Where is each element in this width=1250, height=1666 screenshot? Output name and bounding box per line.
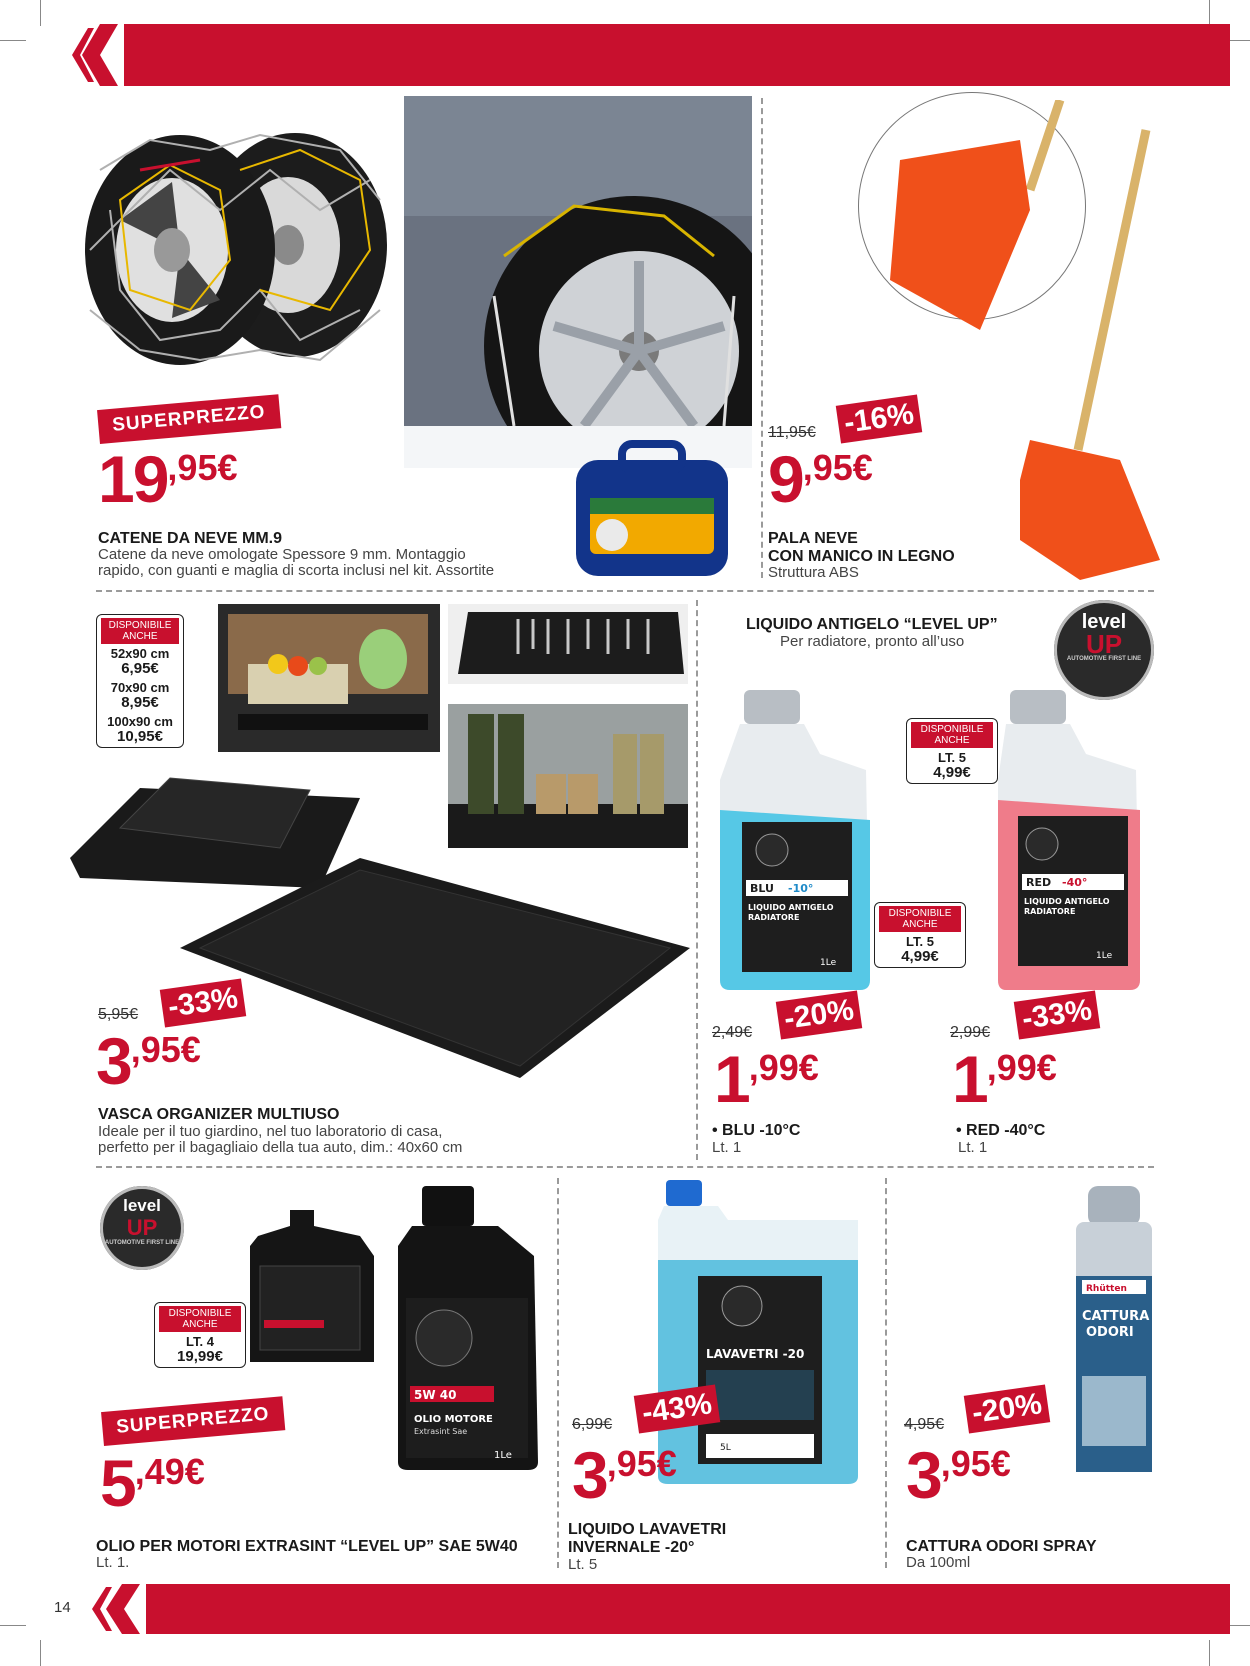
price-integer: 1 <box>714 1042 749 1116</box>
price-decimal: ,99€ <box>986 1047 1057 1088</box>
crop-mark <box>1209 1640 1210 1666</box>
shovel-title-1: PALA NEVE <box>768 530 858 547</box>
can-label-text: Rhütten <box>1086 1284 1127 1294</box>
snow-chains-price <box>98 442 238 516</box>
crop-mark <box>0 40 26 41</box>
bottle-label-text: RADIATORE <box>1024 907 1076 916</box>
antifreeze-red-discount: -33% <box>1014 990 1101 1039</box>
motor-oil-4l-can <box>250 1206 374 1362</box>
washer-fluid-desc: Lt. 5 <box>568 1556 598 1573</box>
bottle-label-text: LIQUIDO ANTIGELO <box>1024 897 1110 906</box>
motor-oil-desc: Lt. 1. <box>96 1554 130 1571</box>
organizer-price <box>96 1024 201 1098</box>
price-decimal: ,95€ <box>940 1443 1011 1484</box>
avail-header-line: ANCHE <box>934 735 970 746</box>
avail-header-line: DISPONIBILE <box>888 908 952 919</box>
odor-spray-old-price: 4,95€ <box>904 1416 945 1433</box>
separator <box>885 1178 887 1568</box>
organizer-desc-1: Ideale per il tuo giardino, nel tuo laboratorio di casa, <box>98 1123 443 1140</box>
antifreeze-red-size: Lt. 1 <box>958 1139 988 1156</box>
organizer-availability-box <box>96 614 184 748</box>
washer-fluid-title-2: INVERNALE -20° <box>568 1539 695 1556</box>
antifreeze-blu-availability-box <box>874 902 966 968</box>
avail-header <box>911 722 993 748</box>
avail-header-line: ANCHE <box>122 631 158 642</box>
snow-chains-image <box>60 110 400 380</box>
separator <box>96 1166 1154 1168</box>
bottle-label-text: -40° <box>1062 876 1088 889</box>
shovel-discount: -16% <box>836 394 923 443</box>
separator <box>96 590 1154 592</box>
avail-price: 4,99€ <box>933 764 971 781</box>
shovel-old-price: 11,95€ <box>768 424 816 441</box>
antifreeze-blu-bottle <box>720 690 870 990</box>
avail-size: 100x90 cm <box>107 714 173 729</box>
motor-oil-title: OLIO PER MOTORI EXTRASINT “LEVEL UP” SAE 5W40 <box>96 1538 518 1555</box>
avail-header-line: DISPONIBILE <box>108 620 172 631</box>
bottle-label-text: 1Le <box>820 958 837 968</box>
price-decimal: ,95€ <box>802 447 873 488</box>
organizer-desc-2: perfetto per il bagagliaio della tua auto, dim.: 40x60 cm <box>98 1139 463 1156</box>
canister-label-text: 5L <box>720 1443 731 1453</box>
price-integer: 1 <box>952 1042 987 1116</box>
level-up-logo <box>1054 600 1154 700</box>
antifreeze-red-availability-box <box>906 718 998 784</box>
bottle-label-text: OLIO MOTORE <box>414 1414 493 1425</box>
bottle-label-text: RED <box>1026 876 1052 889</box>
antifreeze-subtitle: Per radiatore, pronto all’uso <box>780 633 965 650</box>
price-integer: 3 <box>906 1438 941 1512</box>
washer-fluid-canister <box>658 1180 858 1484</box>
snow-chains-case-image <box>572 440 732 580</box>
can-label-text: CATTURA <box>1082 1309 1150 1324</box>
odor-spray-desc: Da 100ml <box>906 1554 971 1571</box>
organizer-tools-image <box>448 604 688 684</box>
separator <box>557 1178 559 1568</box>
can-label-text: ODORI <box>1086 1325 1134 1340</box>
bottle-label-text: LIQUIDO ANTIGELO <box>748 903 834 912</box>
price-decimal: ,95€ <box>606 1443 677 1484</box>
avail-size: 52x90 cm <box>110 646 170 661</box>
crop-mark <box>40 0 41 26</box>
separator <box>696 600 698 1160</box>
antifreeze-title: LIQUIDO ANTIGELO “LEVEL UP” <box>746 616 998 633</box>
avail-price: 6,95€ <box>121 660 159 677</box>
avail-header <box>101 618 179 644</box>
bottle-label-text: -10° <box>788 882 814 895</box>
price-integer: 3 <box>96 1024 131 1098</box>
antifreeze-blu-discount: -20% <box>776 990 863 1039</box>
avail-price: 4,99€ <box>901 948 939 965</box>
page-number: 14 <box>54 1599 71 1616</box>
price-integer: 9 <box>768 442 803 516</box>
price-integer: 3 <box>572 1438 607 1512</box>
motor-oil-price <box>100 1446 205 1520</box>
crop-mark <box>1209 0 1210 26</box>
separator <box>761 98 763 578</box>
motor-oil-1l-bottle <box>398 1186 538 1470</box>
bottle-label-text: 1Le <box>494 1450 512 1461</box>
level-up-logo <box>100 1186 184 1270</box>
bottle-label-text: 1Le <box>1096 951 1113 961</box>
shovel-price <box>768 442 873 516</box>
superprezzo-label: SUPERPREZZO <box>101 1396 285 1446</box>
avail-size: LT. 5 <box>906 934 934 949</box>
price-decimal: ,49€ <box>134 1451 205 1492</box>
avail-header-line: DISPONIBILE <box>920 724 984 735</box>
logo-text: AUTOMOTIVE FIRST LINE <box>104 1240 180 1246</box>
logo-text: UP <box>126 1215 158 1240</box>
bottle-label-text: 5W 40 <box>414 1388 457 1402</box>
snow-chains-tire-image <box>404 96 752 468</box>
antifreeze-blu-old-price: 2,49€ <box>712 1024 753 1041</box>
antifreeze-red-old-price: 2,99€ <box>950 1024 991 1041</box>
motor-oil-availability-box <box>154 1302 246 1368</box>
avail-price: 19,99€ <box>177 1348 223 1365</box>
avail-header-line: ANCHE <box>182 1319 218 1330</box>
bottom-banner-shape <box>92 1584 1230 1634</box>
washer-fluid-title-1: LIQUIDO LAVAVETRI <box>568 1521 727 1538</box>
logo-text: level <box>1081 611 1127 633</box>
organizer-title: VASCA ORGANIZER MULTIUSO <box>98 1106 340 1123</box>
logo-text: level <box>123 1196 161 1215</box>
snow-chains-desc-1: Catene da neve omologate Spessore 9 mm. Montaggio <box>98 546 466 563</box>
shovel-desc: Struttura ABS <box>768 564 859 581</box>
avail-price: 10,95€ <box>117 728 163 745</box>
avail-size: 70x90 cm <box>110 680 170 695</box>
snow-chains-desc-2: rapido, con guanti e maglia di scorta inclusi nel kit. Assortite <box>98 562 495 579</box>
price-integer: 5 <box>100 1446 135 1520</box>
organizer-discount: -33% <box>160 978 247 1027</box>
bottle-label-text: Extrasint Sae <box>414 1427 468 1436</box>
odor-spray-discount: -20% <box>964 1384 1051 1433</box>
washer-fluid-discount: -43% <box>634 1384 721 1433</box>
washer-fluid-price <box>572 1438 677 1512</box>
odor-spray-title: CATTURA ODORI SPRAY <box>906 1538 1097 1555</box>
odor-spray-can <box>1074 1186 1154 1472</box>
logo-text: AUTOMOTIVE FIRST LINE <box>1066 656 1142 662</box>
crop-mark <box>40 1640 41 1666</box>
organizer-old-price: 5,95€ <box>98 1006 139 1023</box>
superprezzo-label: SUPERPREZZO <box>97 394 281 444</box>
logo-text: UP <box>1085 629 1123 659</box>
top-banner-shape <box>72 24 1230 86</box>
price-integer: 19 <box>98 442 168 516</box>
avail-header <box>879 906 961 932</box>
bottle-label-text: RADIATORE <box>748 913 800 922</box>
shovel-image <box>860 100 1160 580</box>
antifreeze-red-name: • RED -40°C <box>956 1122 1046 1139</box>
antifreeze-blu-price <box>714 1042 819 1116</box>
avail-size: LT. 5 <box>938 750 966 765</box>
washer-fluid-old-price: 6,99€ <box>572 1416 613 1433</box>
avail-header-line: DISPONIBILE <box>168 1308 232 1319</box>
antifreeze-blu-size: Lt. 1 <box>712 1139 742 1156</box>
antifreeze-blu-name: • BLU -10°C <box>712 1122 801 1139</box>
organizer-trunk-image <box>218 604 440 752</box>
avail-size: LT. 4 <box>186 1334 214 1349</box>
canister-label-text: LAVAVETRI -20 <box>706 1347 805 1361</box>
price-decimal: ,95€ <box>167 447 238 488</box>
shovel-title-2: CON MANICO IN LEGNO <box>768 548 955 565</box>
crop-mark <box>0 1625 26 1626</box>
antifreeze-red-bottle <box>996 690 1146 990</box>
price-decimal: ,95€ <box>130 1029 201 1070</box>
odor-spray-price <box>906 1438 1011 1512</box>
antifreeze-red-price <box>952 1042 1057 1116</box>
avail-price: 8,95€ <box>121 694 159 711</box>
bottle-label-text: BLU <box>750 882 774 895</box>
snow-chains-title: CATENE DA NEVE MM.9 <box>98 530 283 547</box>
price-decimal: ,99€ <box>748 1047 819 1088</box>
avail-header-line: ANCHE <box>902 919 938 930</box>
avail-header <box>159 1306 241 1332</box>
